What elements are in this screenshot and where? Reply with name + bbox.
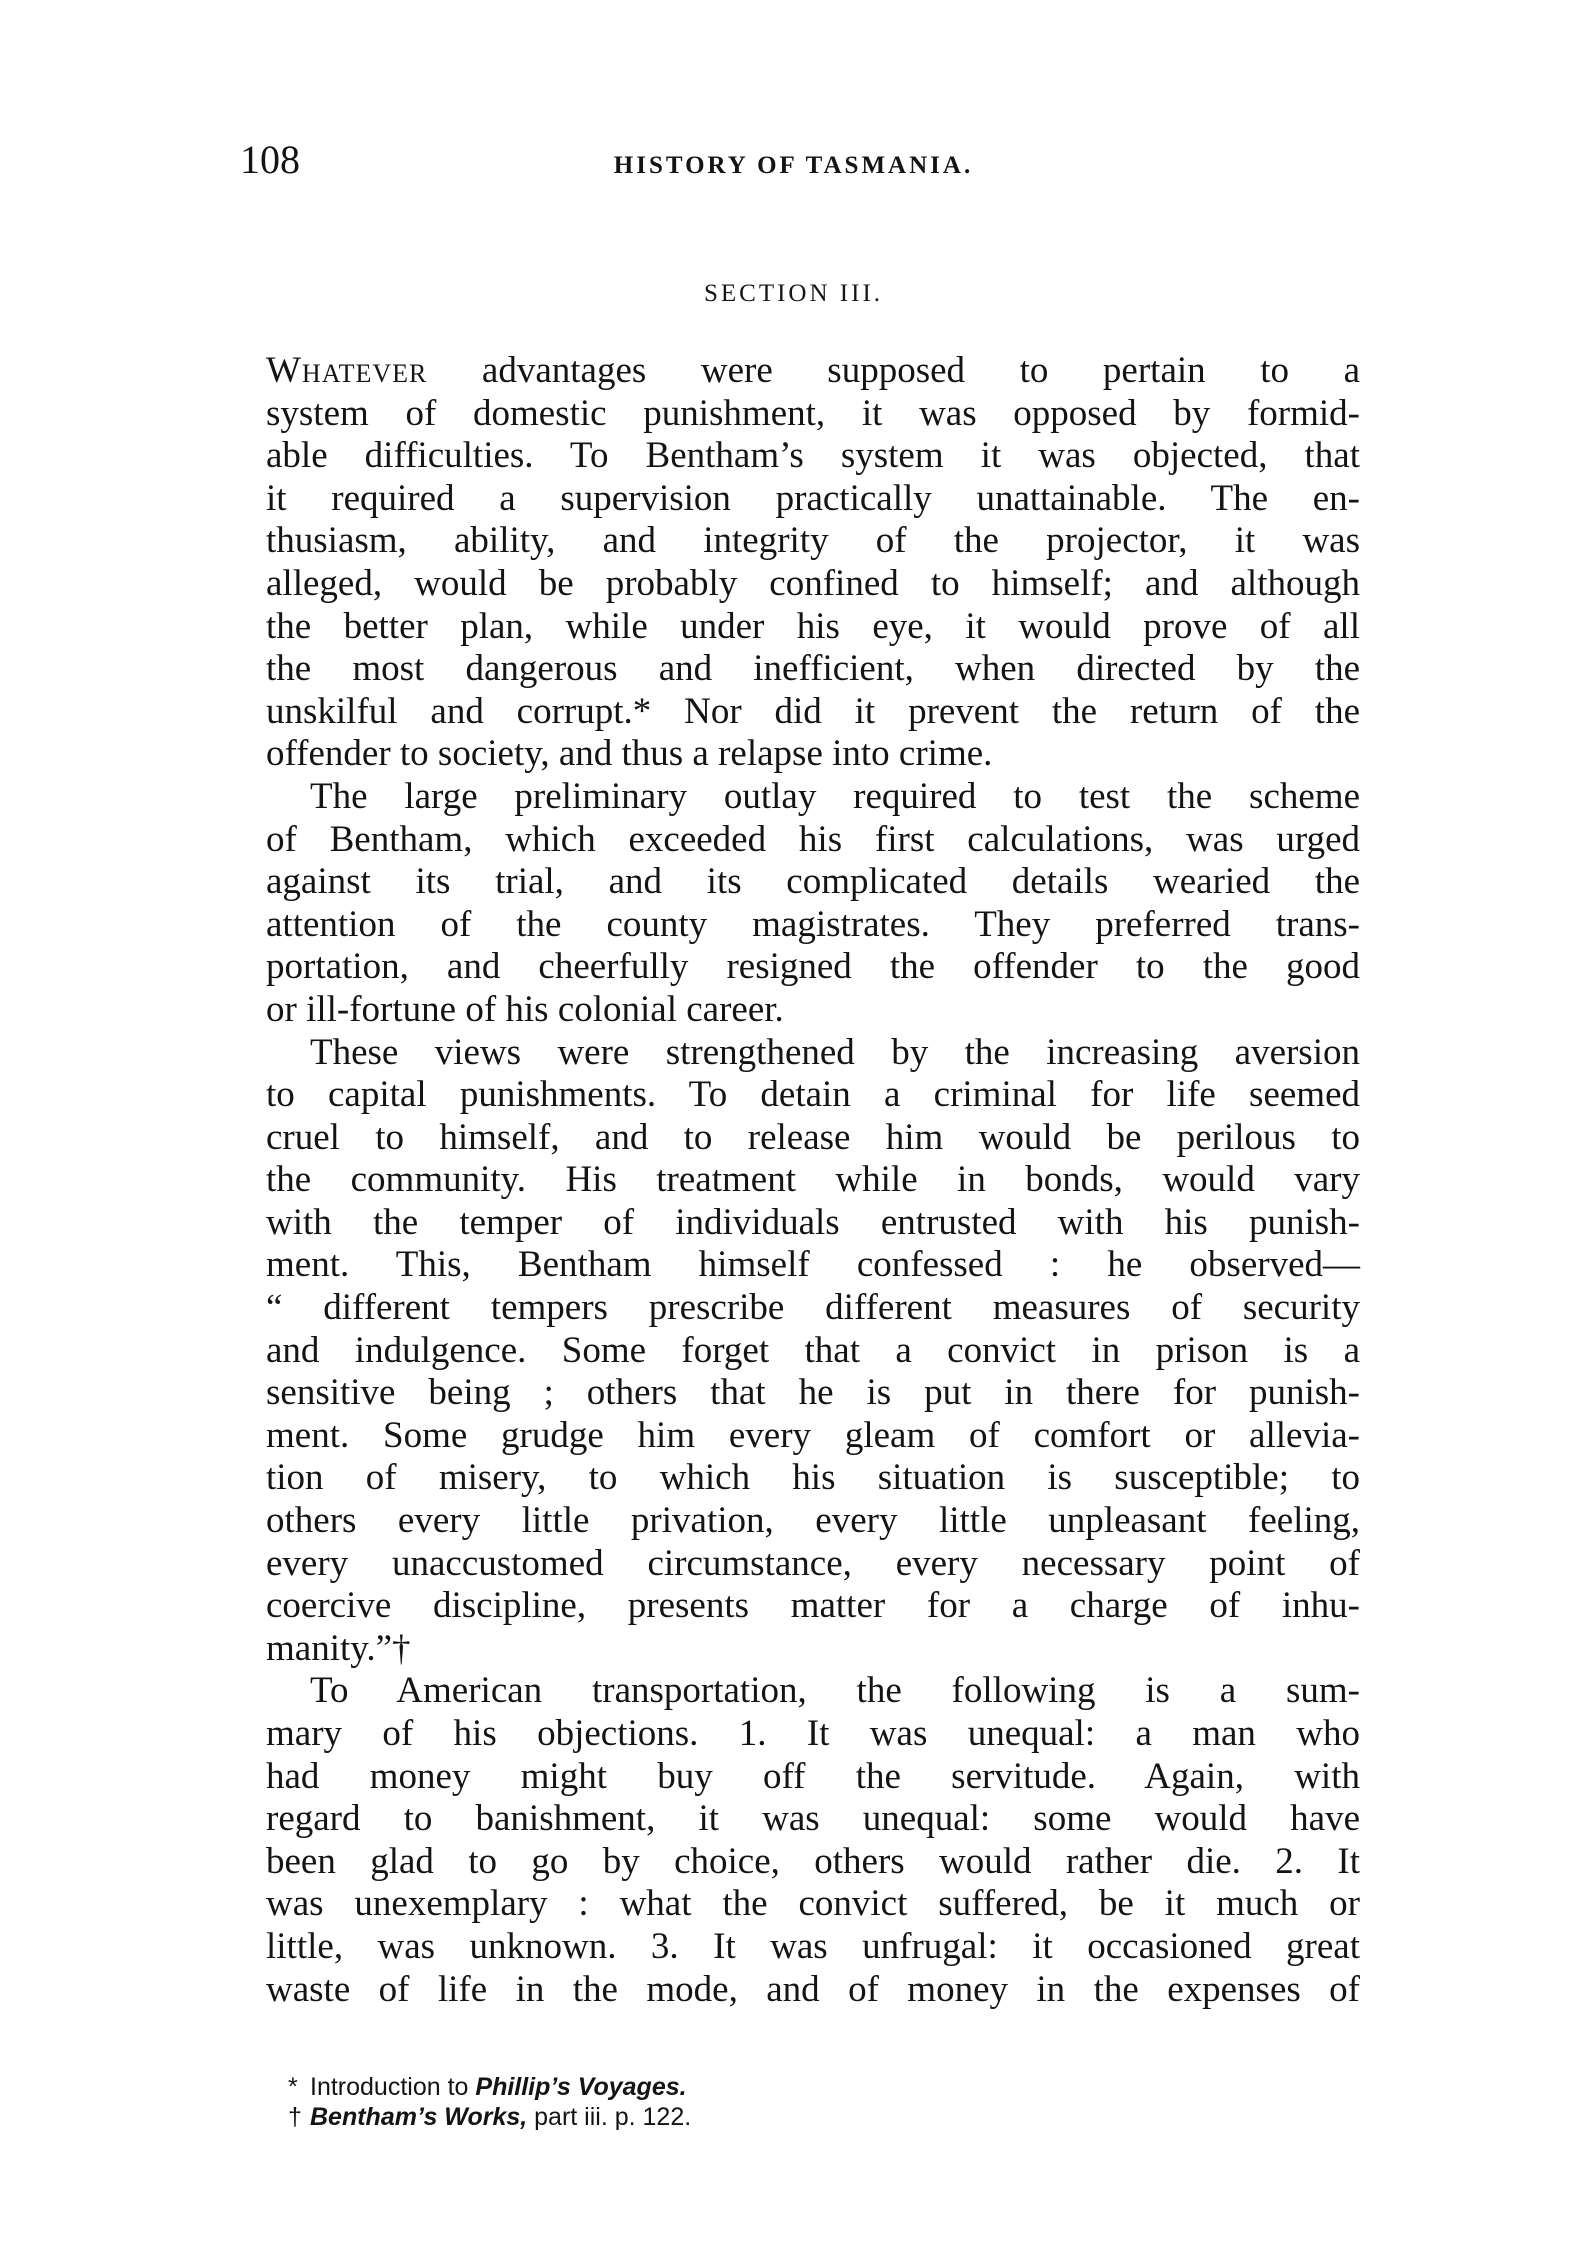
footnotes xyxy=(288,2072,1188,2132)
footnote-suffix: part iii. p. 122. xyxy=(527,2103,692,2131)
footnote xyxy=(288,2102,1188,2132)
text-line: “ different tempers prescribe different measures of security xyxy=(266,1287,1360,1329)
footnote-mark: † xyxy=(288,2103,302,2131)
text-line: tion of misery, to which his situation is susceptible; to xyxy=(266,1457,1360,1499)
text-line: was unexemplary : what the convict suffered, be it much or xyxy=(266,1883,1360,1925)
body-text xyxy=(266,350,1360,2011)
text-line: with the temper of individuals entrusted with his punish- xyxy=(266,1201,1360,1243)
text-line: others every little privation, every little unpleasant feeling, xyxy=(266,1500,1360,1542)
text-line: manity.”† xyxy=(266,1627,411,1669)
text-line: little, was unknown. 3. It was unfrugal: it occasioned great xyxy=(266,1925,1360,1967)
text-line: waste of life in the mode, and of money in the expenses of xyxy=(266,1968,1360,2010)
text-line: attention of the county magistrates. They preferred trans- xyxy=(266,903,1360,945)
text-line: cruel to himself, and to release him would be perilous to xyxy=(266,1116,1360,1158)
text-line: regard to banishment, it was unequal: some would have xyxy=(266,1798,1360,1840)
text-line: and indulgence. Some forget that a convict in prison is a xyxy=(266,1329,1360,1371)
text-line: ment. Some grudge him every gleam of comfort or allevia- xyxy=(266,1414,1360,1456)
text-line: the community. His treatment while in bonds, would vary xyxy=(266,1159,1360,1201)
section-heading: SECTION III. xyxy=(703,280,884,307)
text-line: portation, and cheerfully resigned the offender to the good xyxy=(266,946,1360,988)
text-line: thusiasm, ability, and integrity of the projector, it was xyxy=(266,520,1360,562)
footnote-prefix: Introduction to xyxy=(310,2073,476,2101)
running-head-title: HISTORY OF TASMANIA. xyxy=(613,152,974,179)
text-line: Whatever advantages were supposed to pertain to a xyxy=(266,350,1360,391)
text-line: These views were strengthened by the increasing aversion xyxy=(310,1031,1360,1073)
text-line: it required a supervision practically unattainable. The en- xyxy=(266,477,1360,519)
text-line: sensitive being ; others that he is put in there for punish- xyxy=(266,1372,1360,1414)
text-line: To American transportation, the following is a sum- xyxy=(310,1670,1360,1712)
text-line: The large preliminary outlay required to test the scheme xyxy=(310,775,1360,817)
footnote-title: Bentham’s Works, xyxy=(310,2103,528,2131)
footnote-title: Phillip’s Voyages. xyxy=(475,2073,687,2101)
lead-word: Whatever xyxy=(266,350,428,391)
footnote xyxy=(288,2072,1188,2102)
text-line: the better plan, while under his eye, it would prove of all xyxy=(266,605,1360,647)
text-line: or ill-fortune of his colonial career. xyxy=(266,988,784,1030)
text-line: been glad to go by choice, others would rather die. 2. It xyxy=(266,1840,1360,1882)
text-line: system of domestic punishment, it was opposed by formid- xyxy=(266,392,1360,434)
text-line: coercive discipline, presents matter for a charge of inhu- xyxy=(266,1585,1360,1627)
page-number: 108 xyxy=(240,137,300,182)
text-line: the most dangerous and inefficient, when directed by the xyxy=(266,648,1360,690)
text-line: ment. This, Bentham himself confessed : he observed— xyxy=(266,1244,1360,1286)
text-line: had money might buy off the servitude. Again, with xyxy=(266,1755,1360,1797)
text-line: to capital punishments. To detain a criminal for life seemed xyxy=(266,1074,1360,1116)
text-line: offender to society, and thus a relapse into crime. xyxy=(266,733,993,775)
text-line: of Bentham, which exceeded his first calculations, was urged xyxy=(266,818,1360,860)
text-line: unskilful and corrupt.* Nor did it prevent the return of the xyxy=(266,690,1360,732)
text-line: able difficulties. To Bentham’s system it was objected, that xyxy=(266,435,1360,477)
text-line: mary of his objections. 1. It was unequal: a man who xyxy=(266,1713,1360,1754)
text-line: against its trial, and its complicated details wearied the xyxy=(266,861,1360,903)
text-line: alleged, would be probably confined to himself; and although xyxy=(266,562,1360,604)
footnote-mark: * xyxy=(288,2073,298,2101)
text-line: every unaccustomed circumstance, every necessary point of xyxy=(266,1542,1360,1584)
